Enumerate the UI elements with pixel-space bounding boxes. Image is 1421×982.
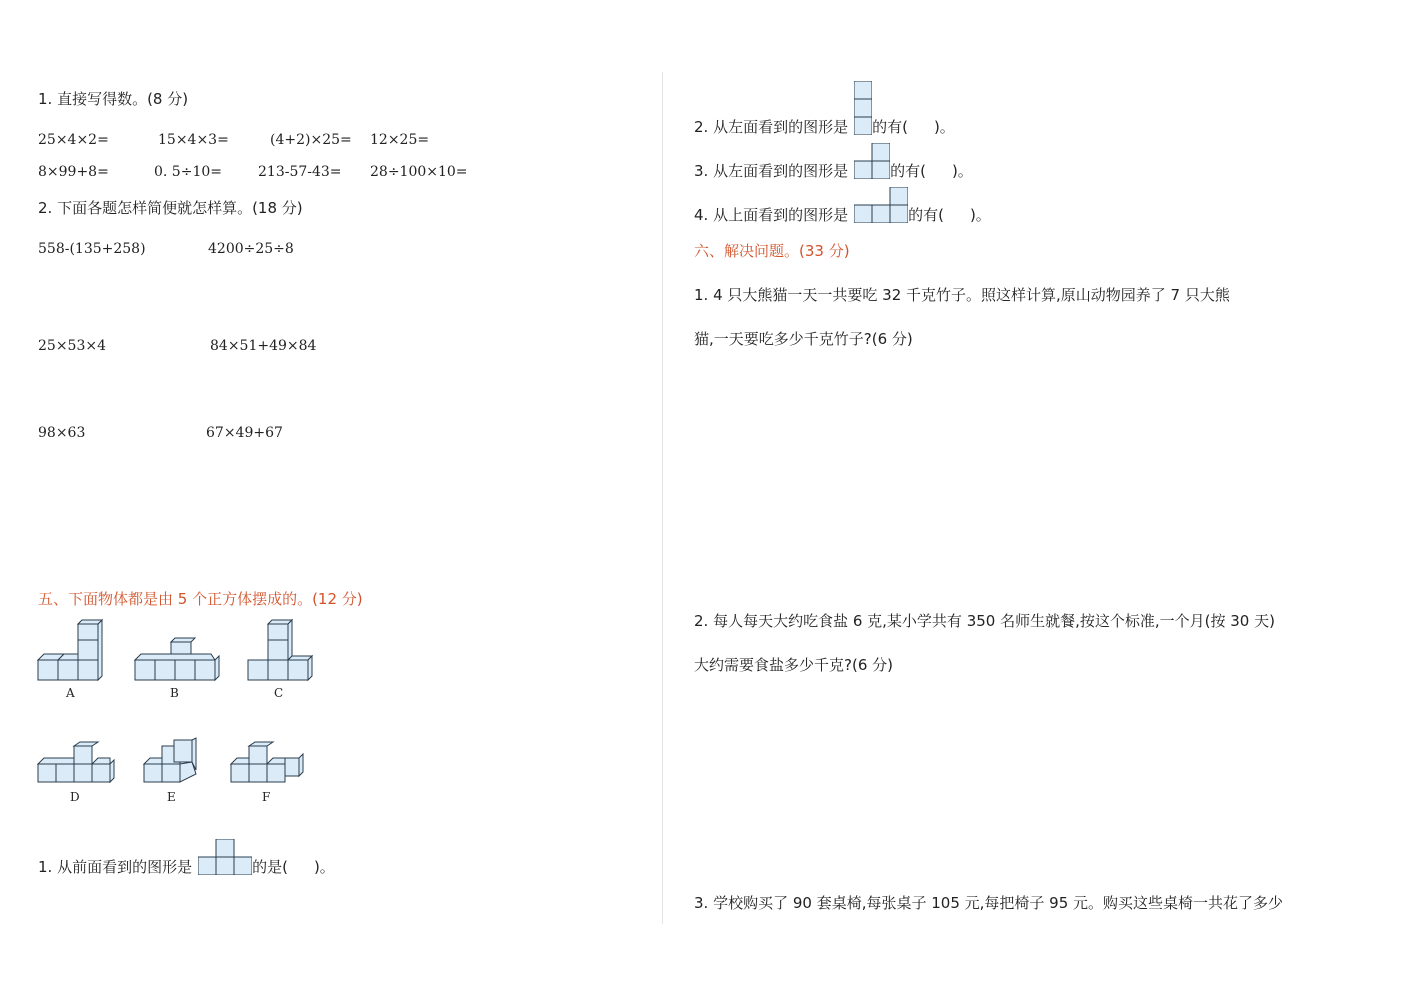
problem1-line2: 猫,一天要吃多少千克竹子?(6 分) [694,330,913,348]
q1-item: 0. 5÷10= [154,164,222,180]
question-text: 的有( [890,162,926,180]
section5-q1 [38,856,335,877]
question-text: 3. 从左面看到的图形是 [694,162,849,180]
q1-item: 213-57-43= [258,164,342,180]
cube-figure-a-image [38,624,104,684]
front-view-shape-image [198,839,252,875]
cube-label-c: C [274,686,284,700]
right-q4 [694,204,991,225]
problem1-line1: 1. 4 只大熊猫一天一共要吃 32 千克竹子。照这样计算,原山动物园养了 7 只大熊 [694,286,1230,304]
q2-item: 4200÷25÷8 [208,241,294,257]
q1-title: 1. 直接写得数。(8 分) [38,90,189,108]
problem2-line1: 2. 每人每天大约吃食盐 6 克,某小学共有 350 名师生就餐,按这个标准,一个月(按 30 天) [694,612,1275,630]
question-text: )。 [933,118,955,136]
section6-title: 六、解决问题。(33 分) [694,242,850,260]
question-text: 的有( [908,206,944,224]
question-text: )。 [969,206,991,224]
q1-item: 15×4×3= [158,132,229,148]
right-q3 [694,160,973,181]
q2-item: 98×63 [38,425,86,441]
cube-figure-b-image [135,640,219,684]
question-text: 的是( [252,858,288,876]
section5-title: 五、下面物体都是由 5 个正方体摆成的。(12 分) [38,590,363,608]
cube-label-a: A [66,686,75,700]
cube-figure-c-image [248,624,314,684]
left-view-shape-3-image [854,143,890,179]
problem2-line2: 大约需要食盐多少千克?(6 分) [694,656,893,674]
cube-label-b: B [170,686,179,700]
question-text: 1. 从前面看到的图形是 [38,858,193,876]
question-text: 4. 从上面看到的图形是 [694,206,849,224]
q2-item: 25×53×4 [38,338,106,354]
q2-title: 2. 下面各题怎样简便就怎样算。(18 分) [38,199,303,217]
top-view-shape-image [854,187,908,223]
question-text: 的有( [872,118,908,136]
cube-label-e: E [167,790,176,804]
left-view-shape-2-image [854,81,872,135]
q1-item: (4+2)×25= [270,132,352,148]
q2-item: 558-(135+258) [38,241,146,257]
cube-label-d: D [70,790,80,804]
q2-item: 67×49+67 [206,425,283,441]
cube-figure-e-image [144,740,200,788]
question-text: 2. 从左面看到的图形是 [694,118,849,136]
question-text: )。 [313,858,335,876]
q1-item: 12×25= [370,132,430,148]
right-q2 [694,116,955,137]
q1-item: 25×4×2= [38,132,109,148]
question-text: )。 [951,162,973,180]
problem3-line1: 3. 学校购买了 90 套桌椅,每张桌子 105 元,每把椅子 95 元。购买这些桌椅一共花了多少 [694,894,1284,912]
q2-item: 84×51+49×84 [210,338,317,354]
cube-figure-f-image [231,744,305,788]
q1-item: 28÷100×10= [370,164,468,180]
cube-label-f: F [262,790,271,804]
column-divider [662,72,663,924]
cube-figure-d-image [38,744,114,788]
q1-item: 8×99+8= [38,164,109,180]
